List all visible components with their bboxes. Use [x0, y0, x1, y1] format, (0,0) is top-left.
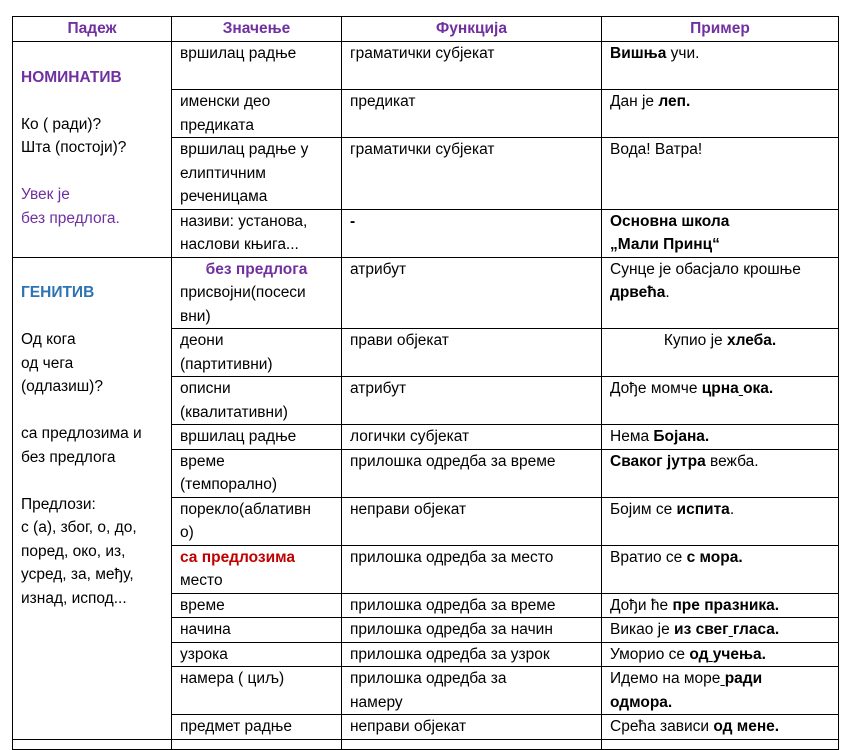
meaning-cell [172, 715, 342, 740]
function-text: прилошка одредба за време [350, 452, 556, 470]
example-run: Бојим се [610, 500, 677, 518]
prepositions-line: поред, око, из, [21, 542, 126, 560]
function-cell [342, 715, 602, 740]
header-row [13, 17, 839, 42]
function-text: прави објекат [350, 332, 449, 349]
function-cell [342, 545, 602, 593]
function-text: прилошка одредба за начин [350, 621, 553, 638]
example-cell [602, 545, 839, 593]
header-meaning: Значење [172, 17, 342, 42]
case-note: без предлога. [21, 209, 120, 227]
example-run: Дође момче [610, 380, 702, 397]
example-run: . [729, 500, 735, 518]
example-run: ради [724, 670, 763, 687]
example-cell [602, 329, 839, 377]
meaning-cell [172, 593, 342, 618]
example-cell [602, 715, 839, 740]
meaning-text: реченицама [180, 188, 268, 205]
case-question: (одлазиш)? [21, 378, 103, 395]
example-run: с мора. [686, 548, 743, 566]
function-cell [342, 377, 602, 425]
function-text: неправи објекат [350, 718, 467, 735]
meaning-text: присвојни(посеси [180, 284, 306, 301]
header-example: Пример [602, 17, 839, 42]
meaning-cell [172, 90, 342, 138]
example-cell [602, 377, 839, 425]
case-name-genitive: ГЕНИТИВ [21, 284, 95, 301]
example-run: Дан је [610, 93, 659, 110]
function-text: атрибут [350, 380, 407, 397]
example-run: . [665, 284, 670, 301]
meaning-text: време [180, 596, 225, 614]
meaning-cell [172, 642, 342, 667]
example-run: дрвећа [610, 284, 666, 301]
meaning-text: вни) [180, 307, 211, 325]
meaning-text: предиката [180, 116, 254, 134]
meaning-cell [172, 257, 342, 329]
meaning-text: (квалитативни) [180, 403, 288, 421]
example-run: Дођи ће [610, 596, 673, 614]
prepositions-line: усред, за, међу, [21, 566, 134, 583]
nominative-row [13, 42, 839, 90]
meaning-cell [172, 377, 342, 425]
case-question: Ко ( ради)? [21, 115, 102, 133]
function-cell [342, 138, 602, 210]
meaning-cell [172, 667, 342, 715]
example-run: Основна школа [610, 212, 730, 230]
example-cell [602, 257, 839, 329]
meaning-cell [172, 209, 342, 257]
function-cell [342, 497, 602, 545]
example-cell [602, 593, 839, 618]
case-question: Од кога [21, 331, 76, 348]
example-cell [602, 642, 839, 667]
function-text: предикат [350, 93, 416, 110]
example-run: од мене. [713, 718, 780, 735]
example-run: леп. [658, 93, 691, 110]
meaning-text: о) [180, 524, 194, 541]
meaning-text: начина [180, 621, 231, 638]
example-run: од [689, 645, 709, 663]
meaning-text: елиптичним [180, 164, 266, 182]
header-case: Падеж [13, 17, 172, 42]
example-run: учи. [666, 45, 700, 62]
function-text: прилошка одредба за [350, 670, 507, 687]
function-cell [342, 90, 602, 138]
example-cell [602, 425, 839, 450]
example-run: Сунце је обасјало крошње [610, 260, 801, 278]
meaning-cell [172, 449, 342, 497]
function-text: прилошка одредба за узрок [350, 645, 550, 663]
meaning-text: узрока [180, 645, 228, 663]
genitive-row [13, 257, 839, 329]
function-cell [342, 257, 602, 329]
example-run: Купио је [663, 332, 727, 349]
subhead-with-preposition: са предлозима [180, 548, 296, 566]
meaning-text: именски део [180, 93, 271, 110]
example-run: ока. [743, 380, 774, 397]
function-cell [342, 642, 602, 667]
example-cell [602, 209, 839, 257]
meaning-text: вршилац радње у [180, 141, 309, 158]
function-cell [342, 593, 602, 618]
function-cell [342, 667, 602, 715]
meaning-text: описни [180, 380, 231, 397]
meaning-text: место [180, 572, 223, 589]
example-run: „Мали Принц“ [610, 236, 720, 253]
function-cell [342, 209, 602, 257]
example-run: Викао је [610, 621, 675, 638]
meaning-text: (темпорално) [180, 476, 278, 493]
meaning-text: деони [180, 332, 224, 349]
case-prepositions-info: без предлога [21, 448, 116, 466]
example-cell [602, 42, 839, 90]
function-text: граматички субјекат [350, 45, 495, 62]
genitive-case-cell [13, 257, 172, 739]
function-text: логички субјекат [350, 428, 470, 445]
example-run: гласа. [732, 621, 780, 638]
meaning-cell [172, 329, 342, 377]
function-cell [342, 449, 602, 497]
example-run: из свег [674, 621, 729, 638]
meaning-cell [172, 425, 342, 450]
example-run: испита [676, 500, 730, 518]
prepositions-line: изнад, испод... [21, 589, 127, 607]
function-text: прилошка одредба за место [350, 548, 554, 566]
example-run: Вратио се [610, 548, 687, 566]
example-run: хлеба. [726, 332, 777, 349]
meaning-cell [172, 42, 342, 90]
example-run: Срећа зависи [610, 718, 714, 735]
prepositions-line: с (а), због, о, до, [21, 519, 137, 536]
example-run: црна [701, 380, 739, 397]
meaning-text: предмет радње [180, 718, 293, 735]
example-cell [602, 497, 839, 545]
header-function: Функција [342, 17, 602, 42]
grammar-case-table [12, 16, 839, 750]
subhead-without-preposition: без предлога [205, 260, 308, 278]
case-question: Шта (постоји)? [21, 139, 127, 156]
function-text: граматички субјекат [350, 141, 495, 158]
function-cell [342, 425, 602, 450]
meaning-text: наслови књига... [180, 236, 299, 253]
function-cell [342, 42, 602, 90]
meaning-text: називи: установа, [180, 212, 308, 230]
case-prepositions-info: са предлозима и [21, 425, 142, 442]
function-text: атрибут [350, 260, 407, 278]
function-cell [342, 618, 602, 643]
meaning-text: намера ( циљ) [180, 670, 285, 687]
case-name-nominative: НОМИНАТИВ [21, 68, 122, 86]
meaning-cell [172, 618, 342, 643]
example-run: Сваког јутра [610, 452, 706, 470]
example-run: одмора. [610, 693, 673, 711]
example-run: Вишња [610, 45, 667, 62]
example-run: вежба. [705, 452, 759, 470]
case-note: Увек је [21, 186, 70, 203]
example-run: Вода! Ватра! [610, 141, 703, 158]
example-cell [602, 618, 839, 643]
case-question: од чега [21, 354, 74, 372]
example-run: Уморио се [610, 645, 690, 663]
meaning-cell [172, 138, 342, 210]
nominative-case-cell [13, 42, 172, 258]
function-text: прилошка одредба за време [350, 596, 556, 614]
example-cell [602, 90, 839, 138]
meaning-text: (партитивни) [180, 355, 273, 373]
example-cell [602, 449, 839, 497]
meaning-text: вршилац радње [180, 428, 297, 445]
example-run: Идемо на море [610, 670, 721, 687]
meaning-text: порекло(аблативн [180, 500, 311, 518]
example-run: пре празника. [672, 596, 780, 614]
example-run: Бојана. [653, 428, 710, 445]
meaning-text: време [180, 452, 225, 470]
function-text: намеру [350, 693, 403, 711]
function-text: - [350, 212, 356, 230]
meaning-cell [172, 545, 342, 593]
example-run: учења. [712, 645, 766, 663]
function-text: неправи објекат [350, 500, 467, 518]
example-cell [602, 667, 839, 715]
example-run: Нема [610, 428, 654, 445]
meaning-cell [172, 497, 342, 545]
example-cell [602, 138, 839, 210]
meaning-text: вршилац радње [180, 45, 297, 62]
prepositions-title: Предлози: [21, 495, 96, 513]
function-cell [342, 329, 602, 377]
